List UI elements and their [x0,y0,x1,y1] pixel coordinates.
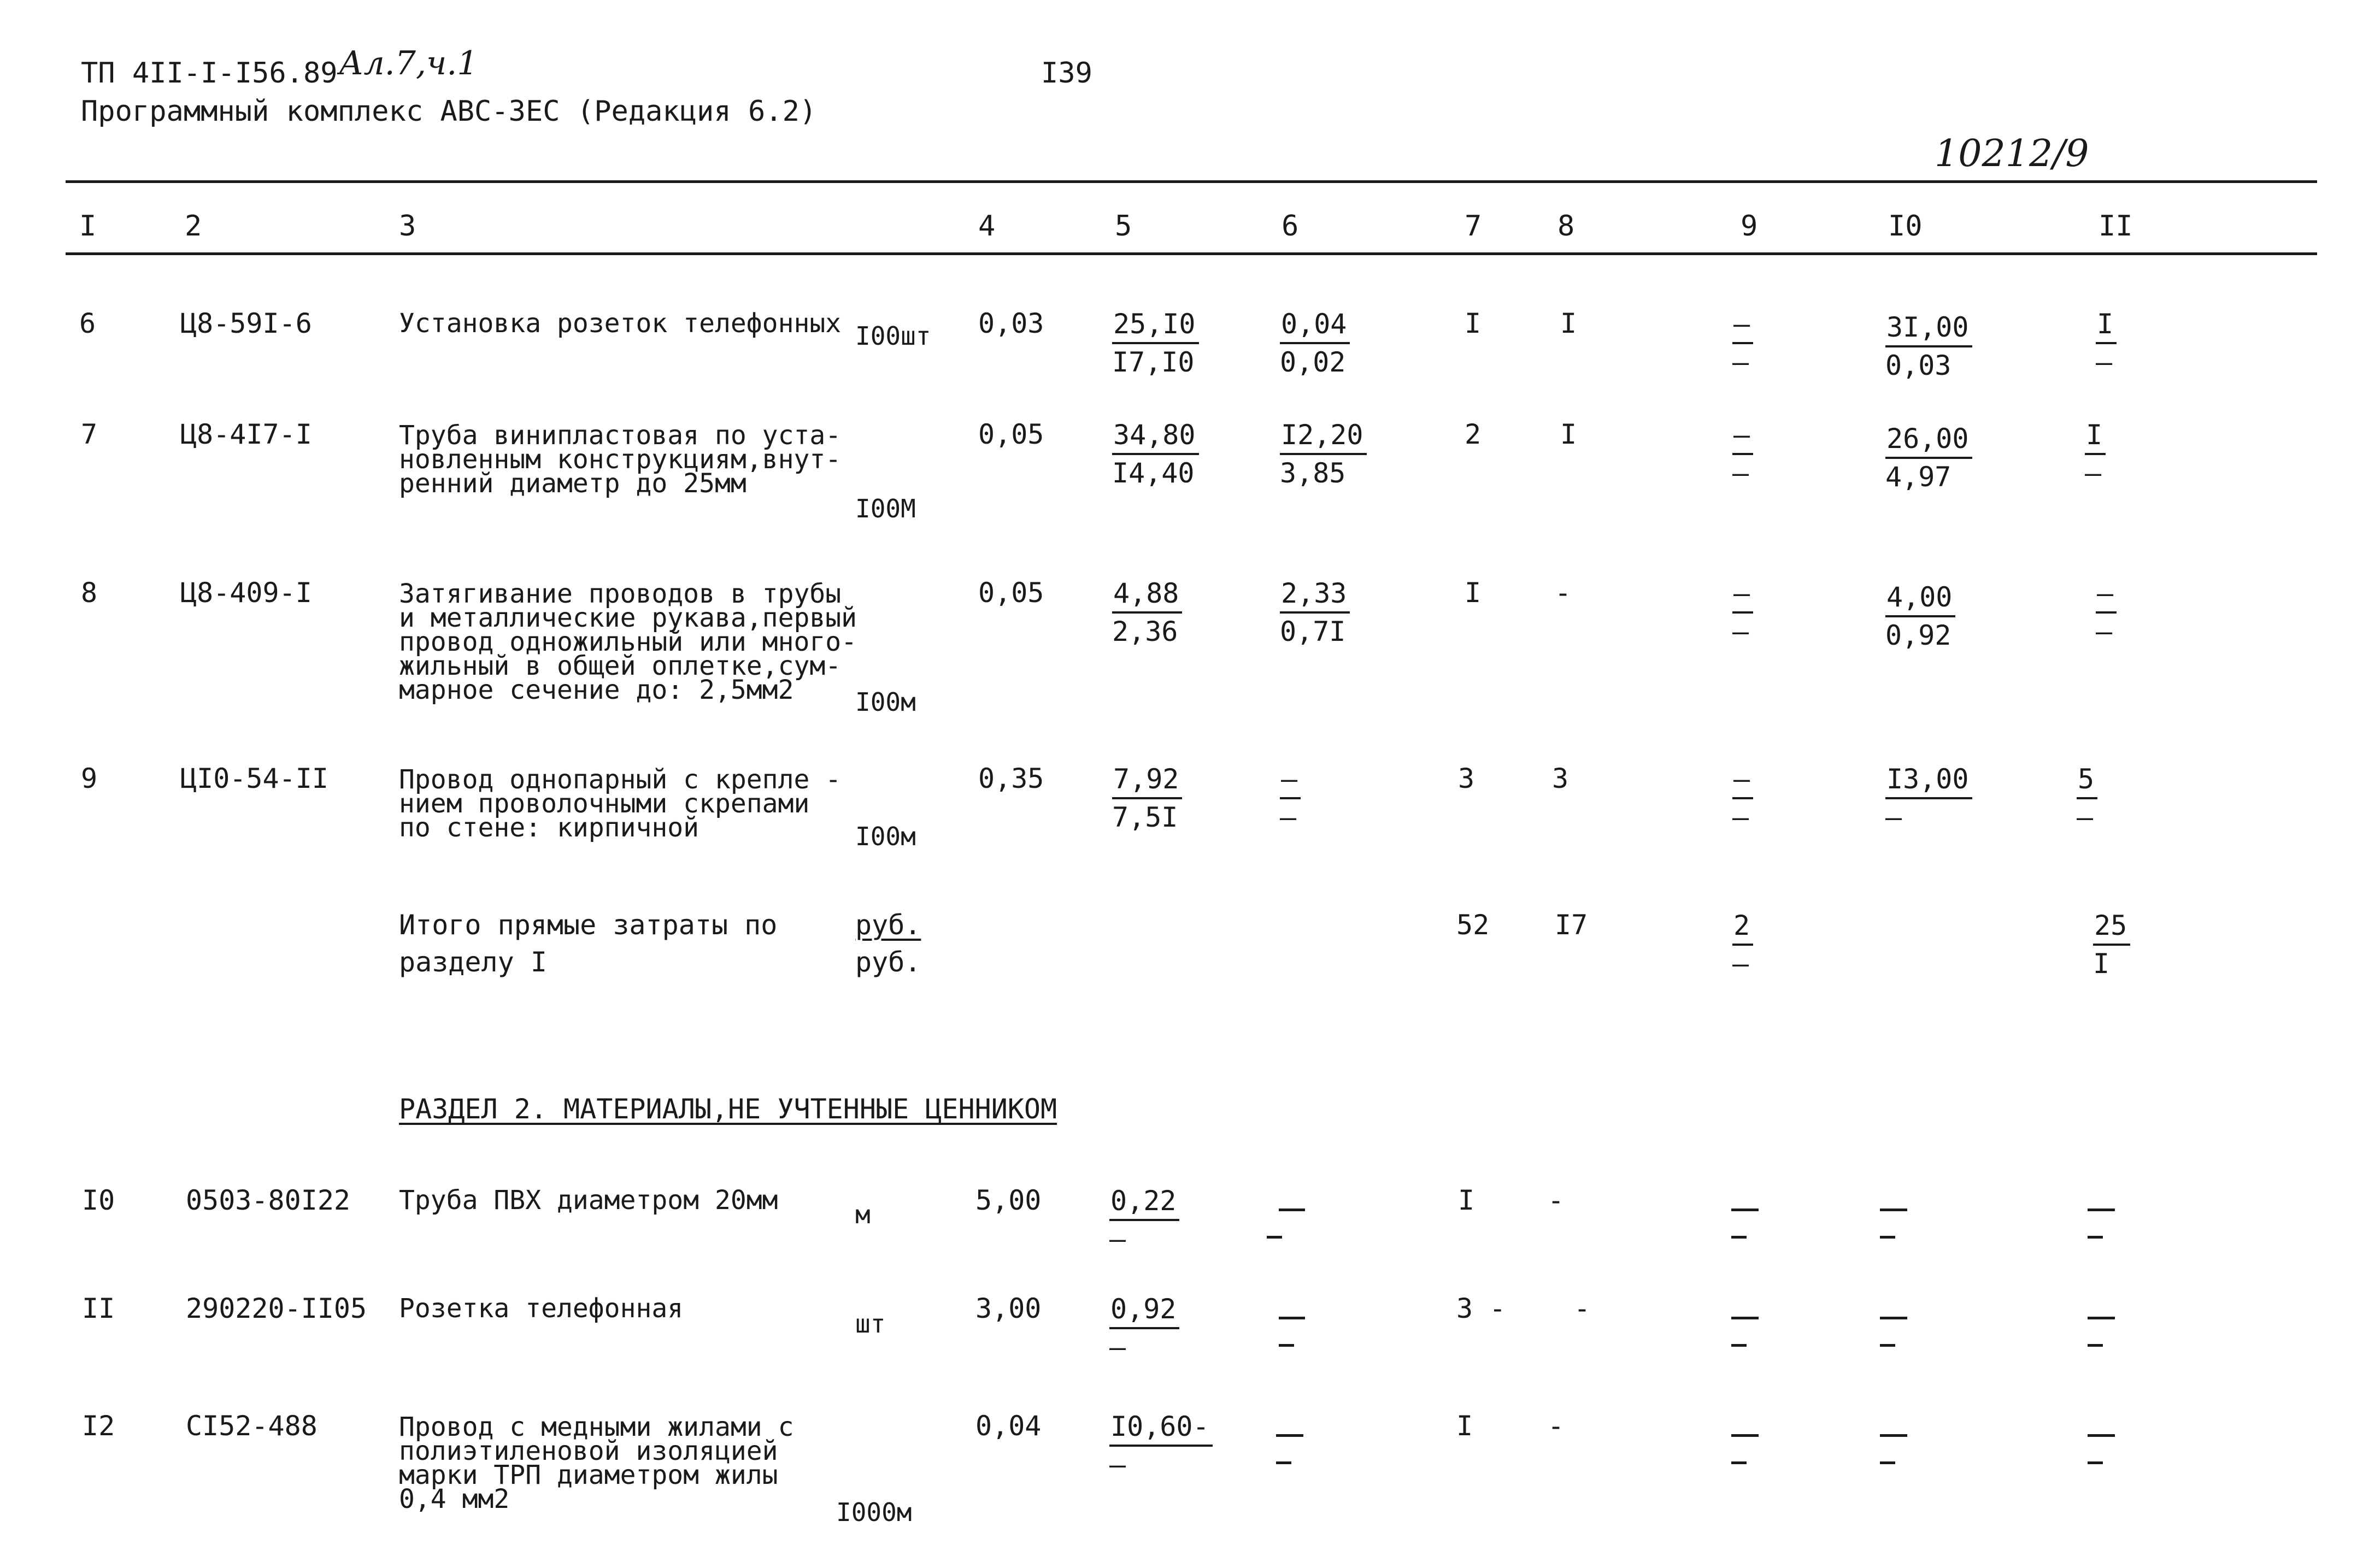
col7-value: I [1465,577,1482,609]
row-unit: м [855,1200,871,1229]
handwritten-ref: Ал.7,ч.1 [339,44,478,82]
row-code: CI52-488 [186,1410,318,1442]
col5-fraction: 0,22 – [1109,1183,1179,1257]
total-label-line2: разделу I [399,946,547,978]
col7-value: 3 [1458,763,1475,794]
header-bottom-rule [66,252,2317,255]
col10-fraction: $\frac{3I,00}{0,03}$ [1885,309,1972,384]
col6-dash [1276,1461,1291,1464]
row-description: Установка розеток телефонных [399,308,842,339]
row-code: Ц8-409-I [180,577,312,609]
col6-fraction: – – [1280,761,1301,835]
col10-dash [1880,1461,1895,1464]
subtitle: Программный комплекс АВС-3ЕС (Редакция 6.2) [81,95,817,128]
row-description: Затягивание проводов в трубы и металлические рукава,первый провод одножильный или много- жильный в общей оплетке,сум- марное сечение до: 2,5мм2 [399,579,857,705]
col6-dash [1267,1236,1282,1239]
col5-fraction: I0,60- – [1109,1408,1213,1483]
col10-dash [1880,1317,1907,1319]
col6-dash [1276,1434,1303,1437]
total-label-line1: Итого прямые затраты по [399,909,778,941]
handwritten-number: 10212/9 [1935,132,2089,175]
row-quantity: 5,00 [975,1184,1042,1216]
col-header-2: 2 [185,210,202,243]
col8-value: - [1555,577,1572,609]
total-col9-fraction: 2 – [1732,907,1753,982]
row-quantity: 0,05 [978,577,1044,609]
col6-dash [1279,1317,1305,1319]
col-header-9: 9 [1741,210,1758,243]
col10-fraction: $\frac{26,00}{4,97}$ [1885,421,1972,495]
col5-fraction: $\frac{4,88}{2,36}$ [1112,575,1182,650]
col10-fraction: I3,00 – [1885,761,1972,835]
col8-value: 3 [1552,763,1569,794]
col7-value: 2 [1465,418,1482,450]
col-header-4: 4 [978,210,996,243]
col-header-3: 3 [399,210,416,243]
col11-dash [2088,1434,2115,1437]
row-description: Провод с медными жилами с полиэтиленовой изоляцией марки ТРП диаметром жилы 0,4 мм2 [399,1412,794,1514]
col11-fraction: 5 – [2077,761,2097,835]
col-header-10: I0 [1888,210,1923,243]
row-unit: I00М [855,494,916,523]
total-unit-2: руб. [855,946,921,978]
row-code: ЦI0-54-II [180,763,328,794]
total-col7: 52 [1456,909,1490,941]
section-2-title: РАЗДЕЛ 2. МАТЕРИАЛЫ,НЕ УЧТЕННЫЕ ЦЕННИКОМ [399,1093,1057,1125]
col6-fraction: $\frac{I2,20}{3,85}$ [1280,417,1367,491]
col9-fraction: – – [1732,306,1753,380]
row-unit: I000м [836,1498,912,1527]
doc-code: ТП 4II-I-I56.89 [81,57,338,90]
col6-dash [1279,1209,1305,1211]
col6-dash [1279,1344,1294,1347]
row-description: Труба ПВХ диаметром 20мм [399,1185,778,1216]
col-header-8: 8 [1557,210,1575,243]
col8-value: I [1560,308,1577,339]
row-description: Провод однопарный с крепле - нием проволочными скрепами по стене: кирпичной [399,764,842,843]
row-number: I0 [82,1184,115,1216]
col9-fraction: – – [1732,761,1753,835]
row-quantity: 3,00 [975,1293,1042,1324]
col11-dash [2088,1461,2103,1464]
col6-fraction: $\frac{2,33}{0,7I}$ [1280,575,1350,650]
col11-dash [2088,1236,2103,1239]
row-code: 290220-II05 [186,1293,367,1324]
col10-dash [1880,1209,1907,1211]
row-unit: I00м [855,687,916,717]
row-number: 6 [79,308,96,339]
col10-fraction: $\frac{4,00}{0,92}$ [1885,579,1955,653]
col11-dash [2088,1209,2115,1211]
row-number: II [82,1293,115,1324]
col8-value: - [1548,1410,1565,1442]
row-number: I2 [82,1410,115,1442]
col5-fraction: $\frac{25,I0}{I7,I0}$ [1112,306,1199,380]
col10-dash [1880,1344,1895,1347]
row-description: Розетка телефонная [399,1293,684,1324]
row-quantity: 0,03 [978,308,1044,339]
row-unit: I00м [855,822,916,851]
col5-fraction: $\frac{34,80}{I4,40}$ [1112,417,1199,491]
row-number: 7 [81,418,98,450]
col11-fraction: I – [2096,306,2117,380]
row-code: Ц8-4I7-I [180,418,312,450]
row-code: Ц8-59I-6 [180,308,312,339]
col7-value: I [1465,308,1482,339]
col6-fraction: $\frac{0,04}{0,02}$ [1280,306,1350,380]
col8-value: - [1574,1293,1591,1324]
col-header-11: II [2099,210,2133,243]
row-number: 9 [81,763,98,794]
col11-fraction: I – [2085,417,2106,491]
col9-dash [1731,1344,1747,1347]
total-col11-fraction: $\frac{25}{I}$ [2093,907,2130,982]
row-code: 0503-80I22 [186,1184,351,1216]
col9-dash [1731,1461,1747,1464]
col7-value: I [1458,1184,1475,1216]
col10-dash [1880,1434,1907,1437]
col-header-7: 7 [1465,210,1482,243]
row-quantity: 0,04 [975,1410,1042,1442]
row-quantity: 0,35 [978,763,1044,794]
col-header-6: 6 [1282,210,1299,243]
col7-value: I [1456,1410,1473,1442]
col-header-1: I [79,210,97,243]
row-unit: шт [855,1309,886,1339]
col9-fraction: – – [1732,417,1753,491]
col8-value: I [1560,418,1577,450]
col5-fraction: 0,92 – [1109,1291,1179,1365]
col11-dash [2088,1344,2103,1347]
col9-dash [1731,1236,1747,1239]
col9-dash [1731,1317,1759,1319]
col10-dash [1880,1236,1895,1239]
row-quantity: 0,05 [978,418,1044,450]
col9-dash [1731,1434,1759,1437]
row-unit: I00шт [855,321,931,351]
col9-dash [1731,1209,1759,1211]
total-col8: I7 [1555,909,1588,941]
col11-fraction: – – [2096,575,2117,650]
col7-value: 3 - [1456,1293,1506,1324]
row-description: Труба винипластовая по уста- новленным конструкциям,внут- ренний диаметр до 25мм [399,420,842,499]
col11-dash [2088,1317,2115,1319]
col-header-5: 5 [1115,210,1132,243]
col5-fraction: $\frac{7,92}{7,5I}$ [1112,761,1182,835]
col8-value: - [1548,1184,1565,1216]
row-number: 8 [81,577,98,609]
header-top-rule [66,180,2317,183]
page-number: I39 [1041,57,1092,90]
col9-fraction: – – [1732,575,1753,650]
total-unit-1: руб. [855,909,921,941]
